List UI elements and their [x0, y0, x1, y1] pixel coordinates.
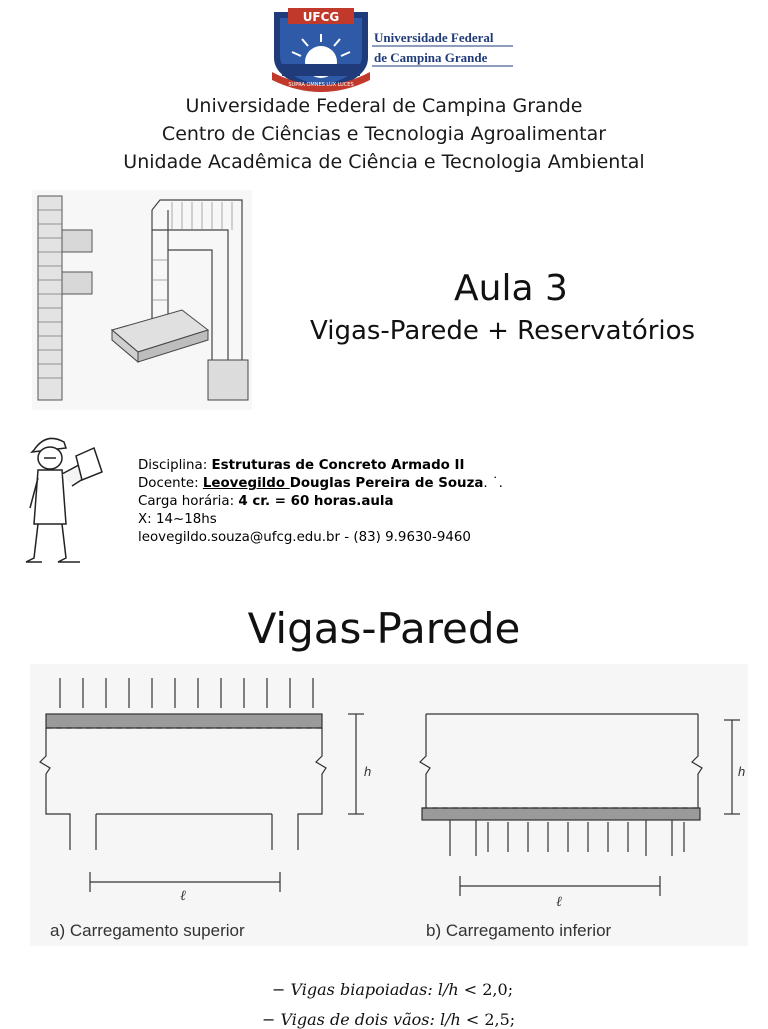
- figure-b-height-label: h: [738, 764, 746, 779]
- formula1-ratio: l/h: [437, 980, 459, 999]
- deep-beam-figure: [30, 664, 748, 946]
- lecture-title: Aula 3: [454, 268, 568, 309]
- section-heading: Vigas-Parede: [247, 604, 521, 653]
- formula2-prefix: − Vigas de dois vãos:: [262, 1010, 440, 1029]
- course-info: [138, 457, 503, 547]
- figure-a-span-label: ℓ: [180, 889, 186, 904]
- formula2-suffix: < 2,5;: [460, 1010, 516, 1029]
- lecture-subtitle: Vigas-Parede + Reservatórios: [310, 316, 696, 346]
- logo-name-line2: de Campina Grande: [374, 50, 488, 65]
- teacher-rest-name: Douglas Pereira de Souza: [289, 476, 484, 491]
- figure-b-caption: b) Carregamento inferior: [426, 921, 612, 940]
- hours-value: 4 cr. = 60 horas.aula: [238, 494, 394, 509]
- rebar-frame-illustration: [32, 190, 252, 410]
- formula2-ratio: l/h: [439, 1010, 461, 1029]
- teacher-label: Docente:: [138, 476, 203, 491]
- formula-line2: [262, 1010, 515, 1029]
- institution-line2: Centro de Ciências e Tecnologia Agroalimentar: [161, 123, 607, 145]
- discipline-value: Estruturas de Concreto Armado II: [211, 458, 465, 473]
- formula-line1: [272, 980, 513, 999]
- figure-a-caption: a) Carregamento superior: [50, 921, 245, 940]
- hours-label: Carga horária:: [138, 494, 239, 509]
- logo-motto: SUPRA OMNES LUX LUCES: [288, 82, 354, 88]
- contact-line: leovegildo.souza@ufcg.edu.br - (83) 9.9630-9460: [138, 530, 471, 545]
- hours-line: [138, 493, 503, 511]
- discipline-line: [138, 457, 503, 475]
- teacher-suffix: . ˙.: [483, 476, 503, 491]
- teacher-line: [138, 475, 503, 493]
- discipline-label: Disciplina:: [138, 458, 212, 473]
- figure-a-height-label: h: [364, 764, 372, 779]
- logo-name-line1: Universidade Federal: [374, 30, 494, 45]
- figure-b-span-label: ℓ: [556, 895, 562, 910]
- logo-acronym: UFCG: [302, 10, 340, 24]
- teacher-first-name: Leovegildo: [202, 476, 290, 491]
- institution-line3: Unidade Acadêmica de Ciência e Tecnologia Ambiental: [123, 151, 645, 173]
- institution-line1: Universidade Federal de Campina Grande: [185, 95, 583, 117]
- engineer-cartoon-icon: [22, 428, 104, 568]
- formula1-prefix: − Vigas biapoiadas:: [272, 980, 438, 999]
- schedule-line: X: 14~18hs: [138, 512, 217, 527]
- formula1-suffix: < 2,0;: [458, 980, 514, 999]
